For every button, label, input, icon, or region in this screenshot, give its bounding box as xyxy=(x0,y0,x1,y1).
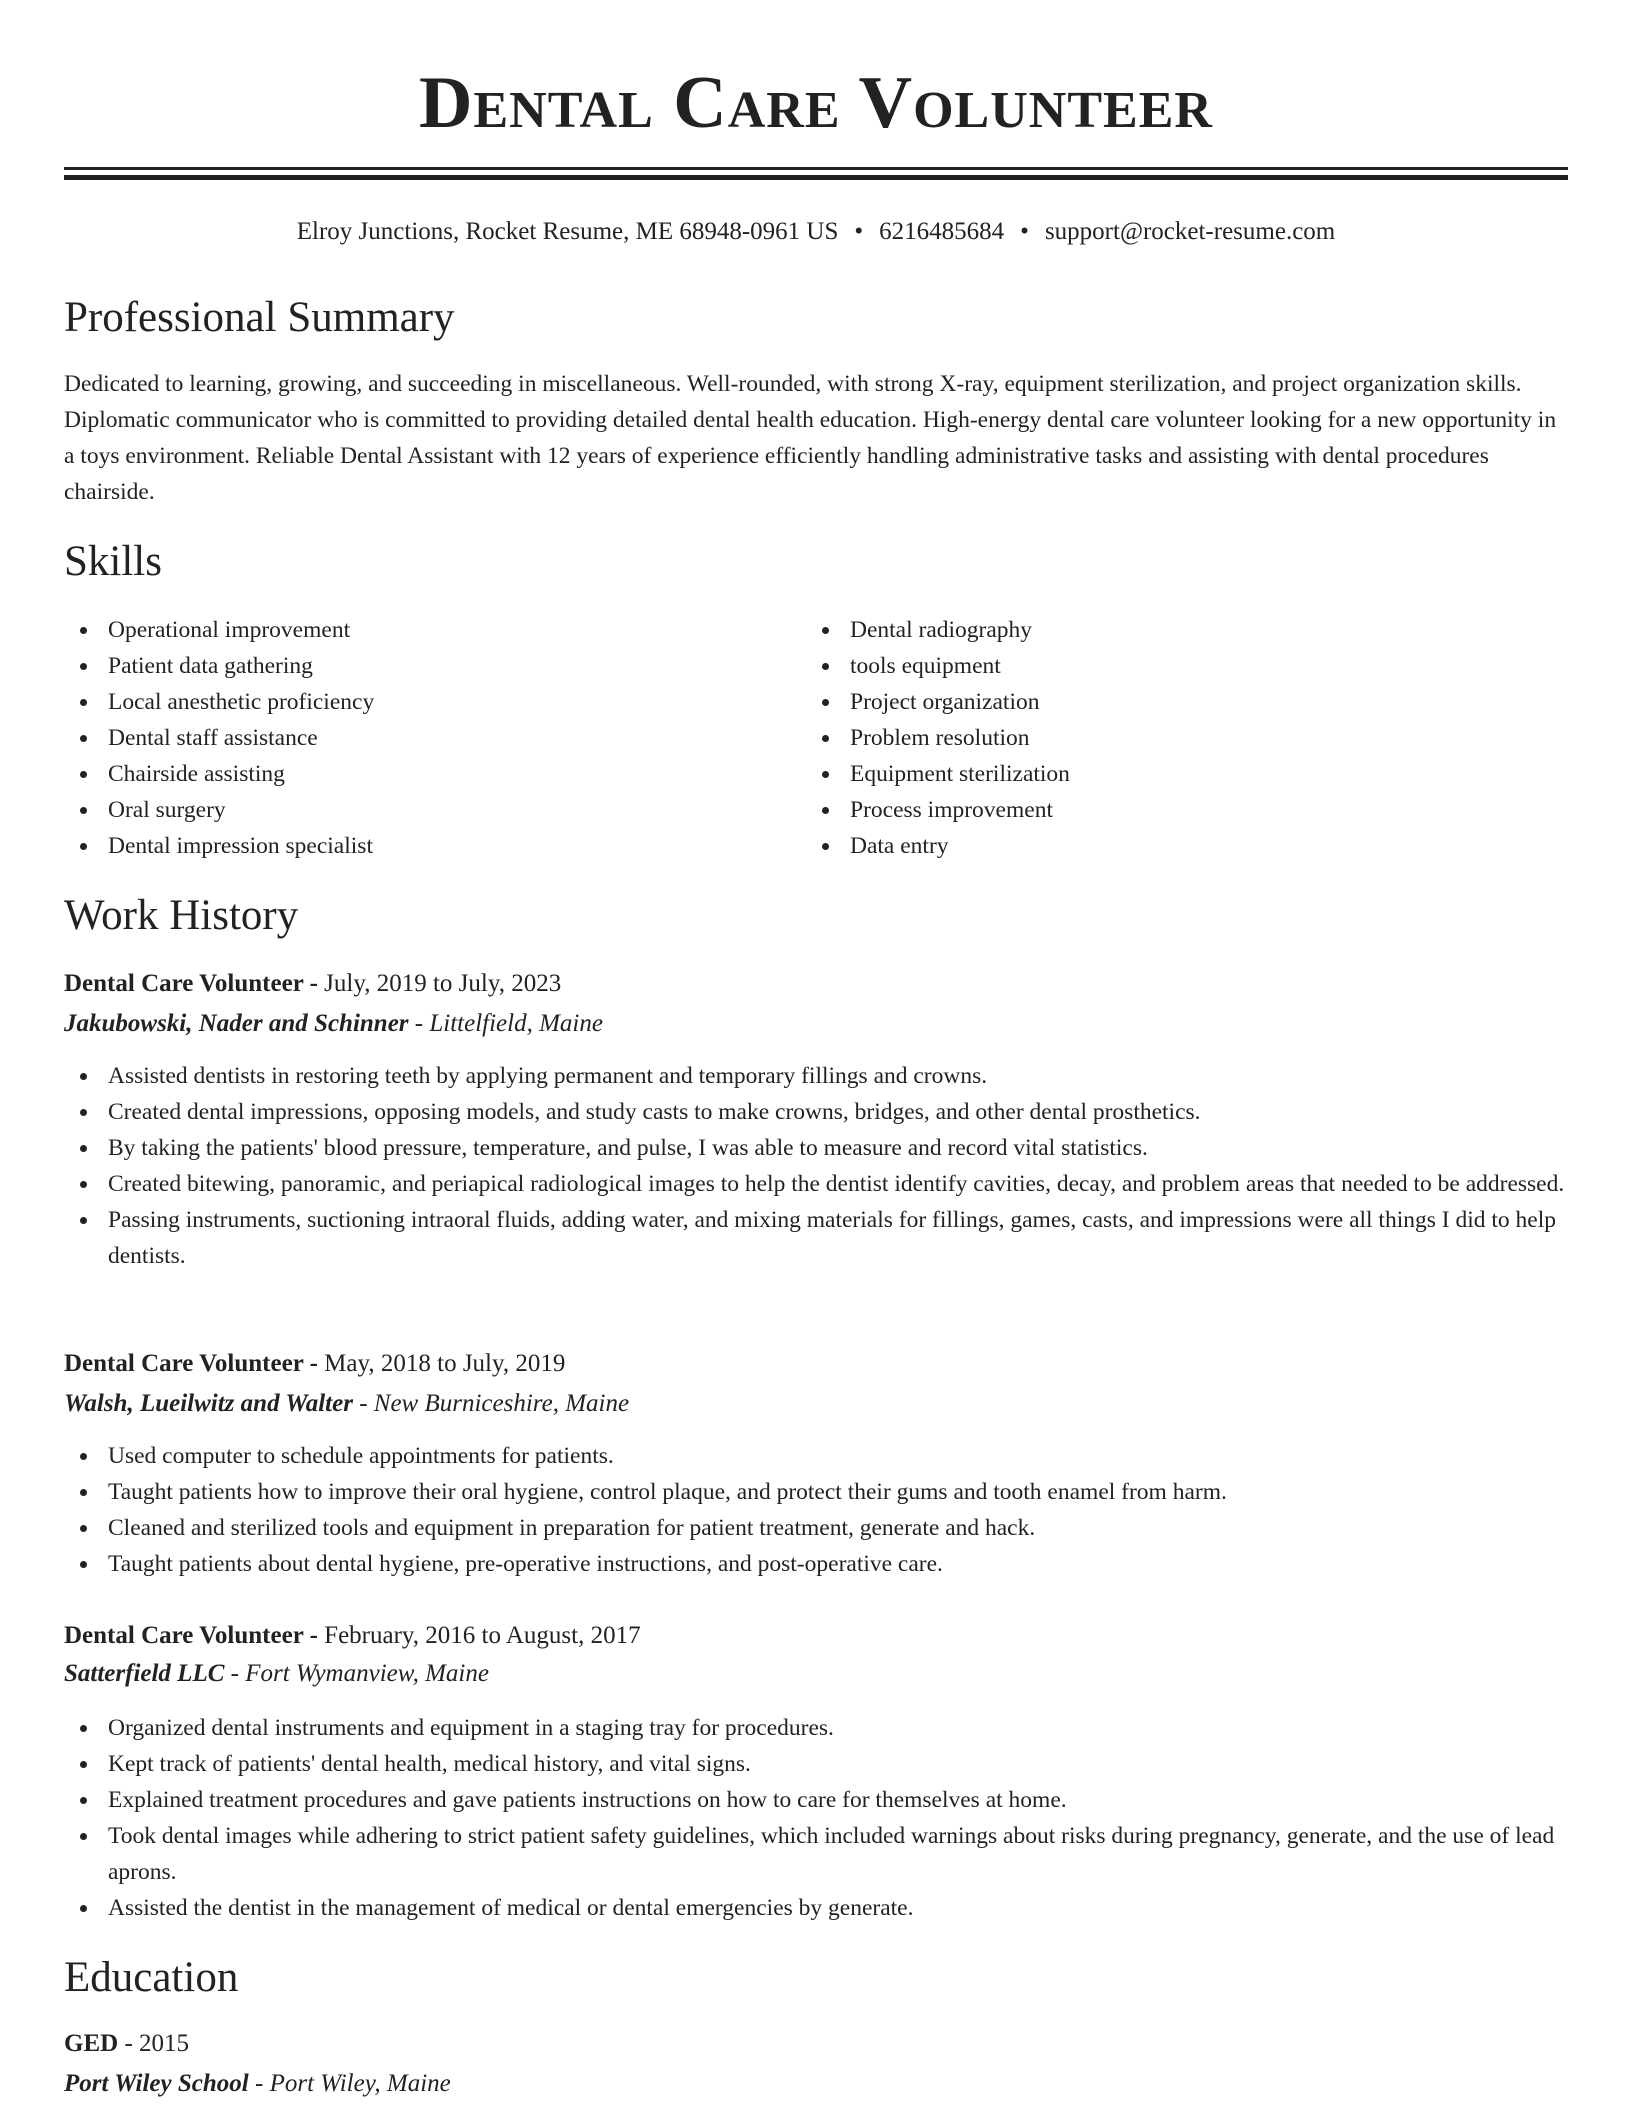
resume-title: Dental Care Volunteer xyxy=(419,62,1213,144)
job-location: New Burniceshire, Maine xyxy=(373,1390,630,1417)
job-bullet: Cleaned and sterilized tools and equipment in preparation for patient treatment, generate and hack. xyxy=(64,1510,1568,1546)
dash: - xyxy=(303,1622,325,1649)
skill-item: Equipment sterilization xyxy=(806,756,1506,792)
job-company-line xyxy=(64,1656,1568,1692)
job-bullets xyxy=(64,1438,1568,1582)
job-title: Dental Care Volunteer xyxy=(64,970,304,997)
job-title: Dental Care Volunteer xyxy=(64,1350,304,1377)
job-title-line xyxy=(64,1346,1568,1382)
education-school-line xyxy=(64,2066,1568,2102)
dash: - xyxy=(118,2030,140,2057)
skill-item: Dental radiography xyxy=(806,612,1506,648)
work-history-heading: Work History xyxy=(64,892,299,939)
header-divider-thick xyxy=(64,175,1568,180)
job-bullets xyxy=(64,1058,1568,1274)
job-bullet: Created bitewing, panoramic, and periapical radiological images to help the dentist identify cavities, decay, and problem areas that needed to be addressed. xyxy=(64,1166,1568,1202)
education-year: 2015 xyxy=(139,2030,190,2057)
contact-phone: 6216485684 xyxy=(879,218,1005,245)
job-title: Dental Care Volunteer xyxy=(64,1622,304,1649)
job-bullet: Explained treatment procedures and gave patients instructions on how to care for themselves at home. xyxy=(64,1782,1568,1818)
job-bullet: By taking the patients' blood pressure, temperature, and pulse, I was able to measure and record vital statistics. xyxy=(64,1130,1568,1166)
education-degree-line xyxy=(64,2026,1568,2062)
skill-item: Process improvement xyxy=(806,792,1506,828)
summary-text: Dedicated to learning, growing, and succeeding in miscellaneous. Well-rounded, with strong X-ray, equipment sterilization, and project organization skills. Diplomatic communicator who is committed to providing detailed dental health education. High-energy dental care volunteer looking for a new opportunity in a toys environment. Reliable Dental Assistant with 12 years of experience efficiently handling administrative tasks and assisting with dental procedures chairside. xyxy=(64,371,1557,505)
skill-item: tools equipment xyxy=(806,648,1506,684)
job-title-line xyxy=(64,1618,1568,1654)
job-company-line xyxy=(64,1006,1568,1042)
job-title-line xyxy=(64,966,1568,1002)
job-dates: July, 2019 to July, 2023 xyxy=(324,970,562,997)
job-company: Walsh, Lueilwitz and Walter xyxy=(64,1390,353,1417)
contact-separator: • xyxy=(1020,218,1029,245)
job-company: Jakubowski, Nader and Schinner xyxy=(64,1010,409,1037)
education-heading: Education xyxy=(64,1954,239,2001)
dash: - xyxy=(303,1350,325,1377)
job-location: Fort Wymanview, Maine xyxy=(245,1660,489,1687)
skill-item: Project organization xyxy=(806,684,1506,720)
contact-separator: • xyxy=(854,218,864,245)
job-bullet: Organized dental instruments and equipment in a staging tray for procedures. xyxy=(64,1710,1568,1746)
job-bullet: Passing instruments, suctioning intraoral fluids, adding water, and mixing materials for fillings, games, casts, and impressions were all things I did to help dentists. xyxy=(64,1202,1568,1274)
dash: - xyxy=(224,1660,246,1687)
skills-list-left xyxy=(64,612,764,864)
contact-address: Elroy Junctions, Rocket Resume, ME 68948-0961 US xyxy=(296,218,839,245)
job-bullet: Taught patients how to improve their oral hygiene, control plaque, and protect their gums and tooth enamel from harm. xyxy=(64,1474,1568,1510)
job-dates: May, 2018 to July, 2019 xyxy=(324,1350,566,1377)
skills-heading: Skills xyxy=(64,538,162,585)
dash: - xyxy=(248,2070,270,2097)
job-bullet: Used computer to schedule appointments for patients. xyxy=(64,1438,1568,1474)
header-divider-thin xyxy=(64,167,1568,170)
skill-item: Chairside assisting xyxy=(64,756,764,792)
job-bullet: Assisted dentists in restoring teeth by applying permanent and temporary fillings and crowns. xyxy=(64,1058,1568,1094)
contact-line xyxy=(0,214,1632,250)
education-degree: GED xyxy=(64,2030,119,2057)
skill-item: Oral surgery xyxy=(64,792,764,828)
skill-item: Dental impression specialist xyxy=(64,828,764,864)
skills-list-right xyxy=(806,612,1506,864)
job-bullet: Assisted the dentist in the management of medical or dental emergencies by generate. xyxy=(64,1890,1568,1926)
skill-item: Dental staff assistance xyxy=(64,720,764,756)
job-bullet: Created dental impressions, opposing models, and study casts to make crowns, bridges, and other dental prosthetics. xyxy=(64,1094,1568,1130)
job-bullets xyxy=(64,1710,1568,1926)
dash: - xyxy=(408,1010,430,1037)
skill-item: Problem resolution xyxy=(806,720,1506,756)
skill-item: Patient data gathering xyxy=(64,648,764,684)
job-bullet: Took dental images while adhering to strict patient safety guidelines, which included warnings about risks during pregnancy, generate, and the use of lead aprons. xyxy=(64,1818,1568,1890)
summary-heading: Professional Summary xyxy=(64,294,455,341)
skill-item: Operational improvement xyxy=(64,612,764,648)
education-location: Port Wiley, Maine xyxy=(269,2070,451,2097)
job-company-line xyxy=(64,1386,1568,1422)
dash: - xyxy=(303,970,325,997)
job-company: Satterfield LLC xyxy=(64,1660,225,1687)
education-school: Port Wiley School xyxy=(64,2070,249,2097)
job-bullet: Taught patients about dental hygiene, pre-operative instructions, and post-operative care. xyxy=(64,1546,1568,1582)
job-bullet: Kept track of patients' dental health, medical history, and vital signs. xyxy=(64,1746,1568,1782)
contact-email: support@rocket-resume.com xyxy=(1044,218,1336,245)
job-dates: February, 2016 to August, 2017 xyxy=(324,1622,641,1649)
job-location: Littelfield, Maine xyxy=(429,1010,603,1037)
dash: - xyxy=(352,1390,374,1417)
skill-item: Local anesthetic proficiency xyxy=(64,684,764,720)
skill-item: Data entry xyxy=(806,828,1506,864)
